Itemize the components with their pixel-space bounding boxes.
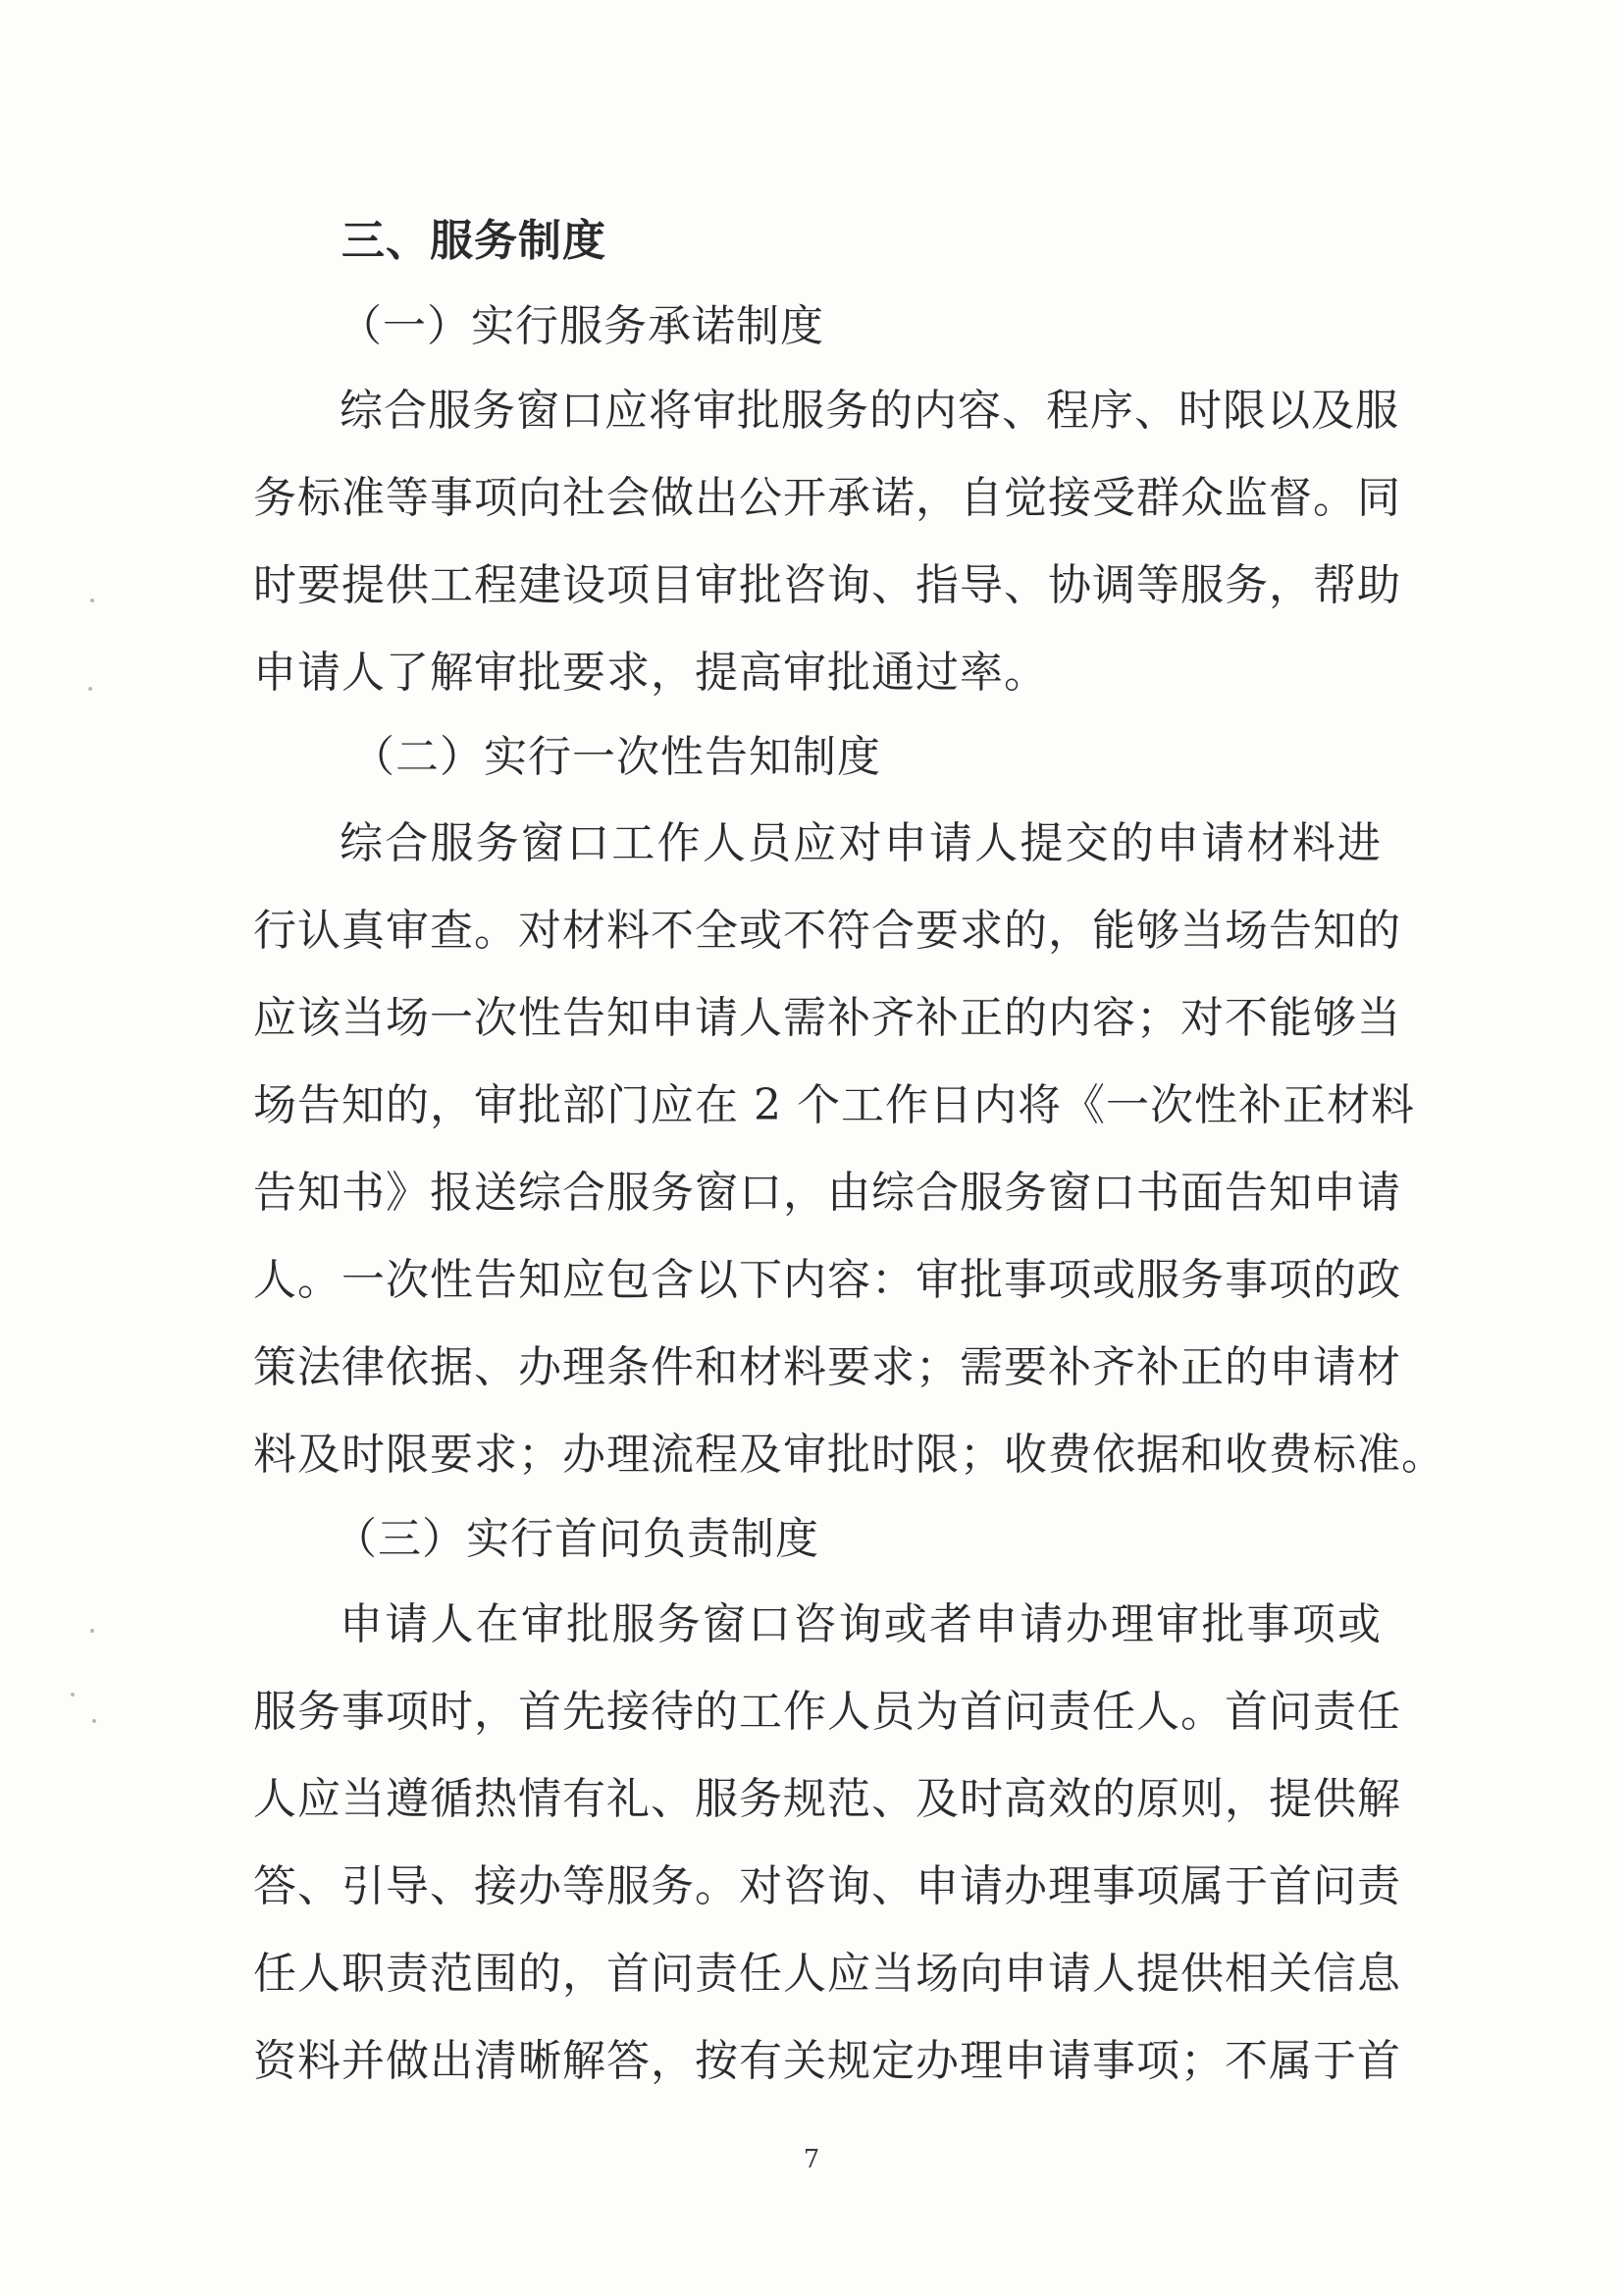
- paragraph-line: 行认真审查。对材料不全或不符合要求的，能够当场告知的: [253, 906, 1401, 956]
- paragraph-line: 料及时限要求；办理流程及审批时限；收费依据和收费标准。: [253, 1430, 1445, 1480]
- paragraph-line: 申请人在审批服务窗口咨询或者申请办理审批事项或: [340, 1599, 1382, 1649]
- scan-artifact: [71, 1693, 75, 1696]
- paragraph-line: 综合服务窗口工作人员应对申请人提交的申请材料进: [340, 818, 1382, 868]
- paragraph-line: 务标准等事项向社会做出公开承诺，自觉接受群众监督。同: [253, 473, 1401, 523]
- paragraph-line: 时要提供工程建设项目审批咨询、指导、协调等服务，帮助: [253, 560, 1401, 610]
- paragraph-line: 答、引导、接办等服务。对咨询、申请办理事项属于首问责: [253, 1861, 1401, 1911]
- subsection-title-1: （一）实行服务承诺制度: [339, 301, 824, 351]
- subsection-title-3: （三）实行首问负责制度: [334, 1514, 819, 1564]
- paragraph-line: 任人职责范围的，首问责任人应当场向申请人提供相关信息: [253, 1949, 1401, 1999]
- paragraph-line: 人。一次性告知应包含以下内容：审批事项或服务事项的政: [253, 1255, 1401, 1305]
- subsection-title-2: （二）实行一次性告知制度: [351, 732, 881, 782]
- paragraph-line: 服务事项时，首先接待的工作人员为首问责任人。首问责任: [253, 1687, 1401, 1737]
- paragraph-line: 告知书》报送综合服务窗口，由综合服务窗口书面告知申请: [253, 1168, 1401, 1218]
- scan-artifact: [90, 599, 94, 602]
- paragraph-line: 人应当遵循热情有礼、服务规范、及时高效的原则，提供解: [253, 1774, 1401, 1824]
- scan-artifact: [90, 1629, 94, 1633]
- paragraph-line: 场告知的，审批部门应在 2 个工作日内将《一次性补正材料: [253, 1080, 1415, 1130]
- page-number: 7: [803, 2145, 820, 2174]
- scan-artifact: [92, 1719, 96, 1723]
- section-heading: 三、服务制度: [341, 216, 606, 266]
- paragraph-line: 策法律依据、办理条件和材料要求；需要补齐补正的申请材: [253, 1342, 1401, 1392]
- paragraph-line: 应该当场一次性告知申请人需补齐补正的内容；对不能够当: [253, 993, 1401, 1043]
- scan-artifact: [88, 687, 92, 691]
- paragraph-line: 综合服务窗口应将审批服务的内容、程序、时限以及服: [340, 386, 1399, 436]
- paragraph-line: 资料并做出清晰解答，按有关规定办理申请事项；不属于首: [253, 2036, 1401, 2086]
- paragraph-line: 申请人了解审批要求，提高审批通过率。: [253, 648, 1048, 698]
